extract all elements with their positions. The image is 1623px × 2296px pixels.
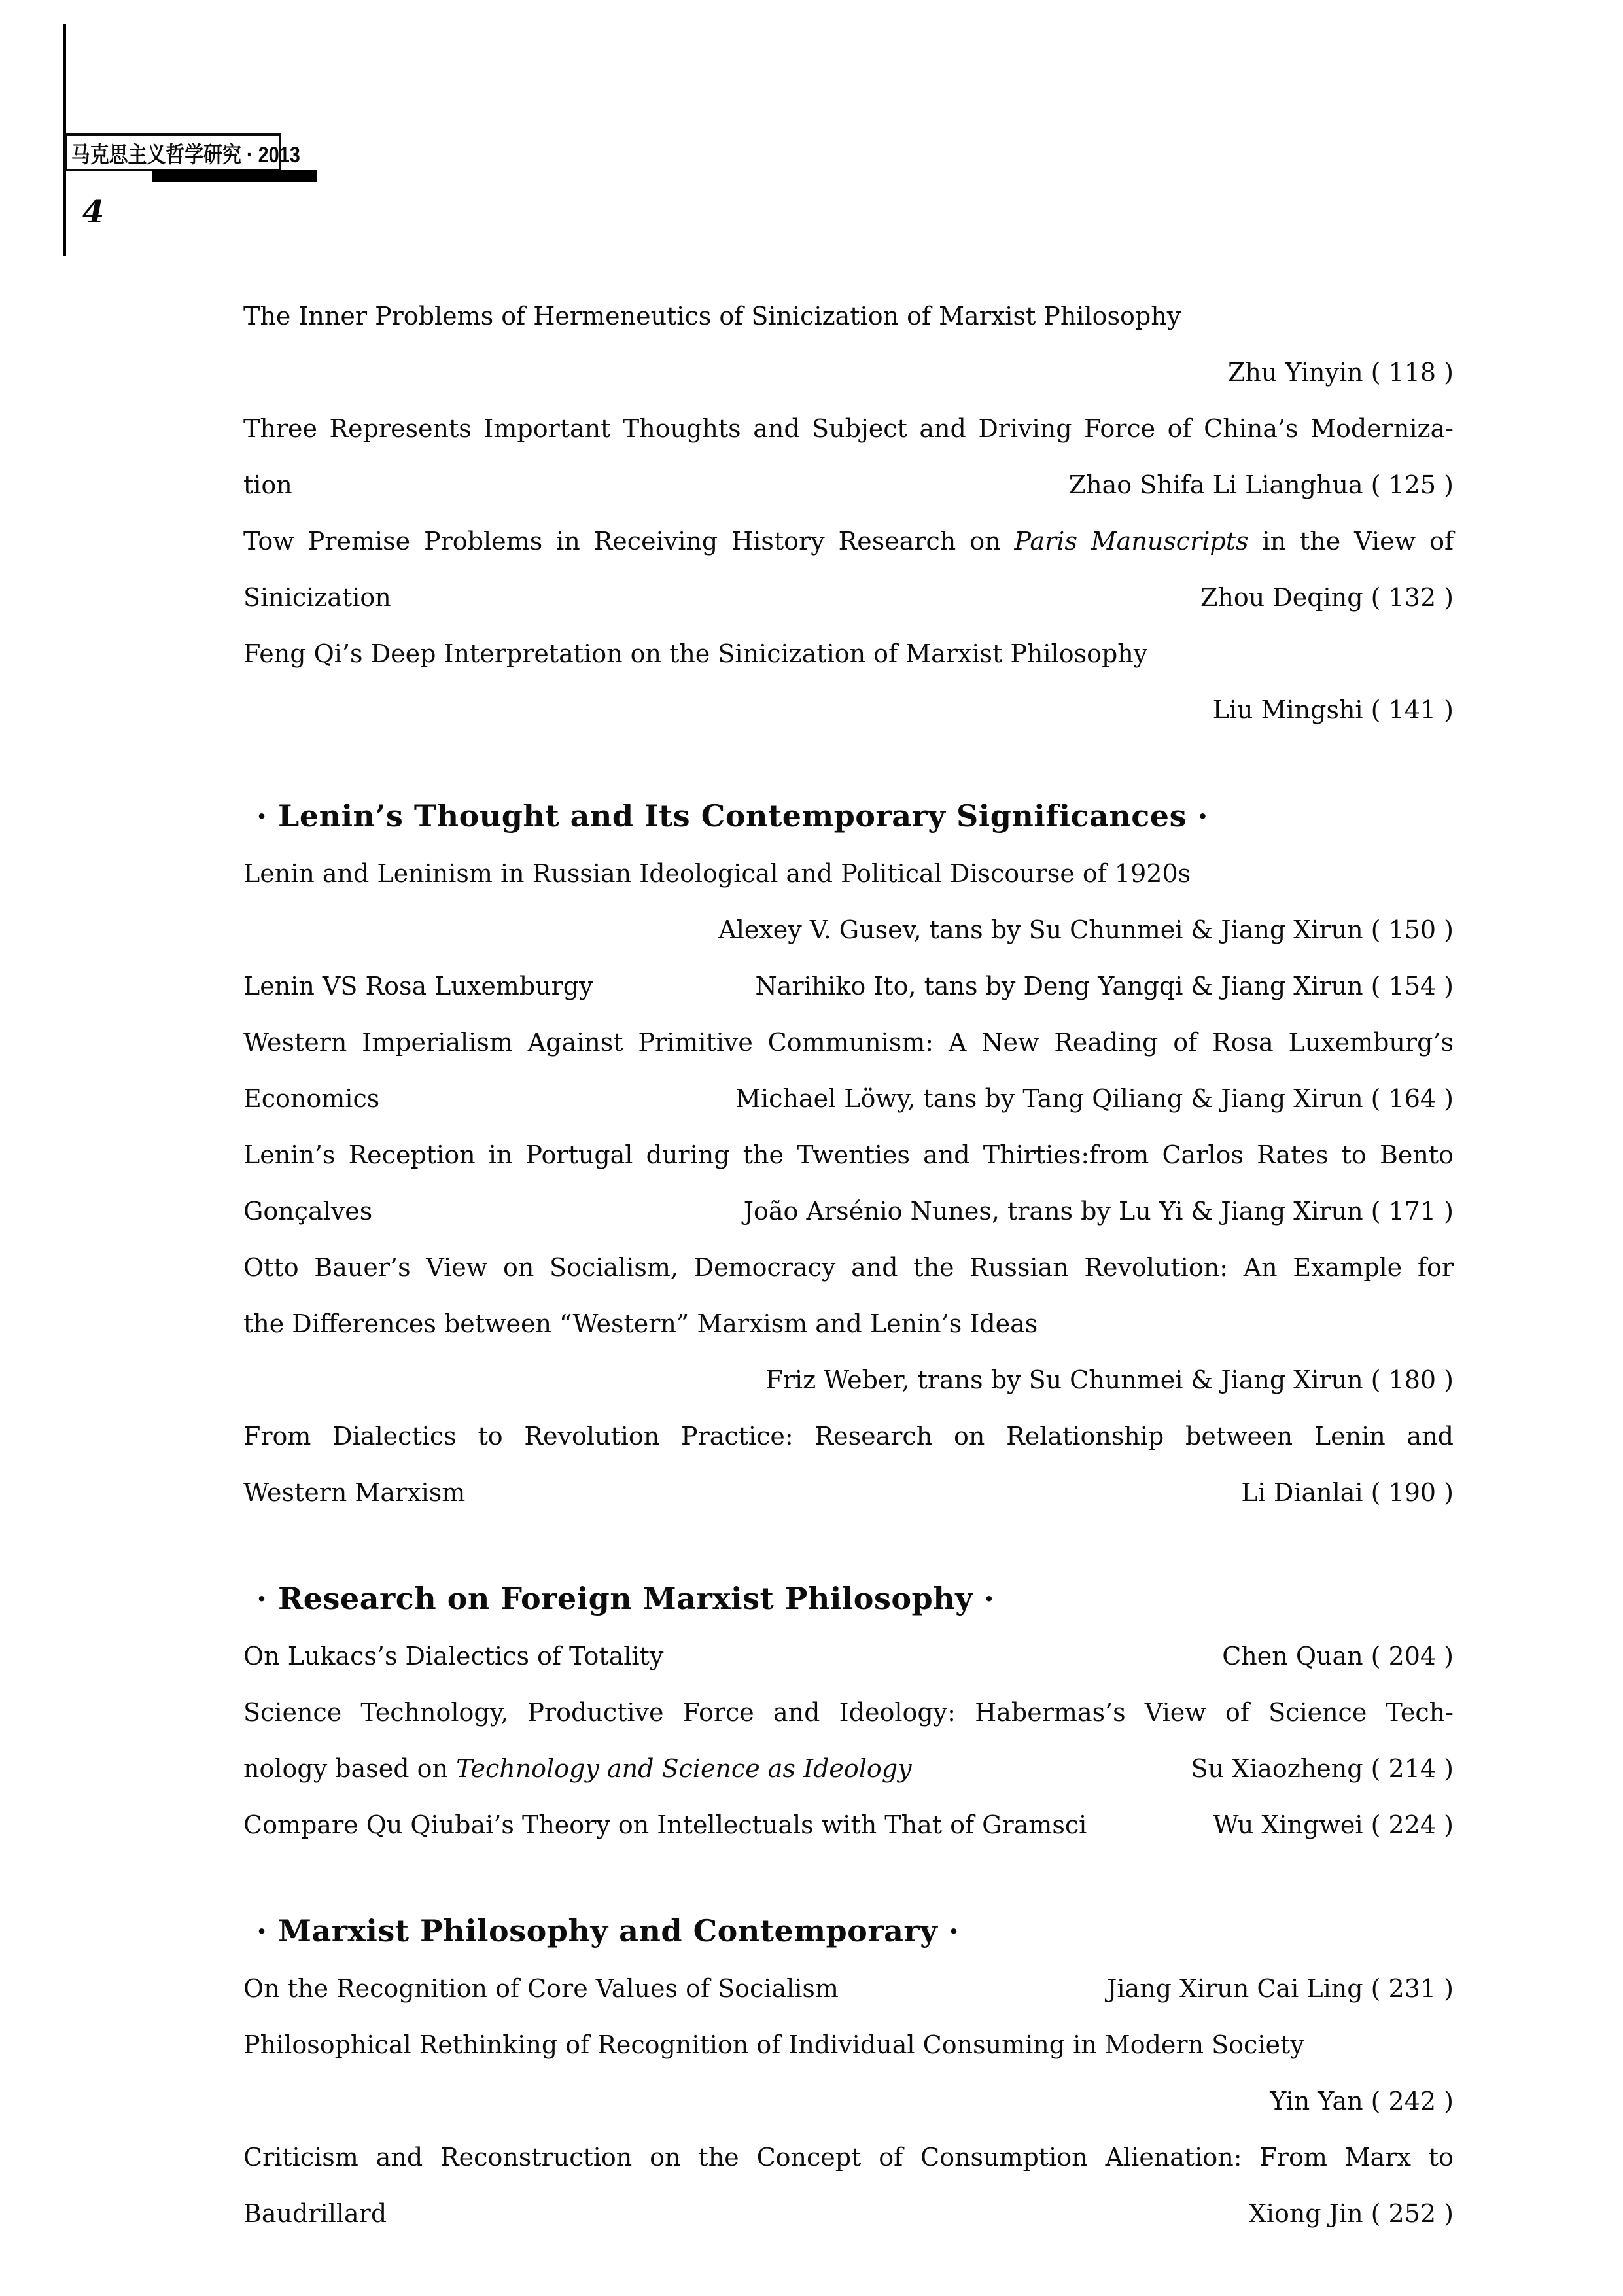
toc-line-left (243, 457, 292, 513)
toc-line-right: Narihiko Ito, tans by Deng Yangqi & Jiang Xirun ( 154 ) (755, 972, 1454, 1000)
toc-line-right: Zhu Yinyin ( 118 ) (1228, 358, 1454, 387)
toc-text: Baudrillard (243, 2199, 387, 2228)
toc-text: nology based on (243, 1754, 457, 1783)
toc-text: Three Represents Important Thoughts and Subject and Driving Force of China’s Moderniza- (243, 414, 1454, 443)
toc-line (243, 1464, 1454, 1521)
toc-line-left (243, 1797, 1087, 1853)
toc-line-right: Michael Löwy, tans by Tang Qiliang & Jiang Xirun ( 164 ) (735, 1084, 1454, 1113)
toc-line (243, 400, 1454, 457)
toc-line-right: Friz Weber, trans by Su Chunmei & Jiang Xirun ( 180 ) (765, 1366, 1454, 1394)
toc (243, 288, 1454, 2242)
toc-text: Criticism and Reconstruction on the Concept of Consumption Alienation: From Marx to (243, 2143, 1454, 2172)
toc-line (243, 2017, 1454, 2073)
toc-line (243, 1408, 1454, 1464)
toc-line (243, 2129, 1454, 2185)
toc-line-left (243, 2185, 387, 2242)
header-underline-bar (152, 170, 317, 182)
toc-line (243, 1070, 1454, 1127)
journal-header-box (64, 133, 300, 171)
toc-text: Compare Qu Qiubai’s Theory on Intellectuals with That of Gramsci (243, 1810, 1087, 1839)
toc-line (243, 626, 1454, 682)
toc-text: in the View of (1248, 527, 1454, 556)
toc-text: Feng Qi’s Deep Interpretation on the Sinicization of Marxist Philosophy (243, 639, 1148, 668)
toc-line-right: Zhou Deqing ( 132 ) (1200, 583, 1454, 612)
toc-line-right: Jiang Xirun Cai Ling ( 231 ) (1107, 1974, 1454, 2003)
section-gap (243, 1521, 1454, 1569)
toc-line (243, 2073, 1454, 2129)
toc-line (243, 1014, 1454, 1070)
toc-line (243, 958, 1454, 1014)
toc-line (243, 1960, 1454, 2017)
toc-line (243, 457, 1454, 513)
toc-text: On the Recognition of Core Values of Socialism (243, 1974, 839, 2003)
toc-line-left (243, 569, 391, 626)
toc-line-right: Xiong Jin ( 252 ) (1248, 2199, 1454, 2228)
toc-text: Western Imperialism Against Primitive Communism: A New Reading of Rosa Luxemburg’s (243, 1028, 1454, 1057)
toc-line-left (243, 1070, 379, 1127)
toc-line (243, 1684, 1454, 1740)
toc-text: Philosophical Rethinking of Recognition of Individual Consuming in Modern Society (243, 2030, 1304, 2059)
toc-line (243, 513, 1454, 569)
italic-title: Technology and Science as Ideology (456, 1754, 912, 1783)
toc-line (243, 682, 1454, 738)
toc-line (243, 288, 1454, 344)
toc-line-right: Wu Xingwei ( 224 ) (1213, 1810, 1454, 1839)
toc-line-right: Alexey V. Gusev, tans by Su Chunmei & Jiang Xirun ( 150 ) (718, 915, 1454, 944)
toc-text: the Differences between “Western” Marxism and Lenin’s Ideas (243, 1309, 1038, 1338)
toc-line (243, 1740, 1454, 1797)
section-heading: · Research on Foreign Marxist Philosophy · (256, 1581, 995, 1616)
italic-title: Paris Manuscripts (1014, 527, 1249, 556)
toc-line-right: Liu Mingshi ( 141 ) (1212, 696, 1454, 724)
toc-line (243, 569, 1454, 626)
toc-line (243, 1239, 1454, 1296)
toc-text: Lenin and Leninism in Russian Ideological and Political Discourse of 1920s (243, 859, 1191, 888)
toc-line-left (243, 1628, 663, 1684)
toc-line-left (243, 1960, 839, 2017)
toc-text: Western Marxism (243, 1478, 466, 1507)
section-gap (243, 1853, 1454, 1901)
toc-line-right: Su Xiaozheng ( 214 ) (1191, 1754, 1454, 1783)
toc-line-right: Chen Quan ( 204 ) (1222, 1642, 1454, 1670)
toc-text: Lenin VS Rosa Luxemburgy (243, 972, 593, 1000)
toc-line (243, 902, 1454, 958)
toc-line (243, 1628, 1454, 1684)
section-heading: · Lenin’s Thought and Its Contemporary Significances · (256, 798, 1208, 834)
toc-text: Science Technology, Productive Force and Ideology: Habermas’s View of Science Tech- (243, 1698, 1454, 1727)
toc-line (243, 2185, 1454, 2242)
toc-text: On Lukacs’s Dialectics of Totality (243, 1642, 664, 1670)
section-heading: · Marxist Philosophy and Contemporary · (256, 1913, 960, 1949)
toc-line (243, 1296, 1454, 1352)
toc-text: From Dialectics to Revolution Practice: Research on Relationship between Lenin and (243, 1422, 1454, 1451)
toc-text: Otto Bauer’s View on Socialism, Democracy and the Russian Revolution: An Example for (243, 1253, 1454, 1282)
toc-line (243, 1127, 1454, 1183)
toc-line-right: João Arsénio Nunes, trans by Lu Yi & Jiang Xirun ( 171 ) (743, 1197, 1454, 1226)
toc-line (243, 1183, 1454, 1239)
toc-line (243, 845, 1454, 902)
toc-text: Lenin’s Reception in Portugal during the Twenties and Thirties:from Carlos Rates to Bento (243, 1140, 1454, 1169)
toc-line-left (243, 1183, 372, 1239)
toc-text: The Inner Problems of Hermeneutics of Sinicization of Marxist Philosophy (243, 302, 1181, 330)
toc-text: Economics (243, 1084, 380, 1113)
toc-text: Sinicization (243, 583, 391, 612)
toc-line-right: Li Dianlai ( 190 ) (1241, 1478, 1454, 1507)
toc-line-left (243, 958, 593, 1014)
toc-line (243, 344, 1454, 400)
toc-line-right: Yin Yan ( 242 ) (1270, 2087, 1454, 2115)
toc-line-left (243, 1464, 465, 1521)
toc-line (243, 1797, 1454, 1853)
toc-line-right: Zhao Shifa Li Lianghua ( 125 ) (1068, 470, 1454, 499)
toc-text: Tow Premise Problems in Receiving History Research on (243, 527, 1015, 556)
journal-header-title: 马克思主义哲学研究 · 2013 (71, 142, 300, 168)
toc-line-left (243, 1740, 912, 1797)
toc-text: tion (243, 470, 292, 499)
toc-line (243, 1352, 1454, 1408)
page-number: 4 (82, 194, 105, 230)
section-gap (243, 738, 1454, 786)
toc-text: Gonçalves (243, 1197, 373, 1226)
